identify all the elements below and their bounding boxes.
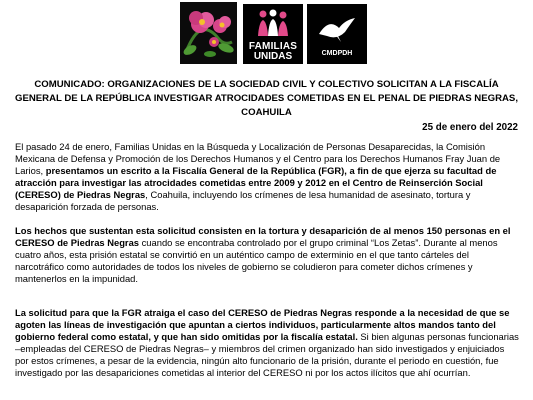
paragraph-text: , Coahuila, incluyendo los crímenes de lesa humanidad de asesinato, tortura y desaparición forzada de personas. bbox=[15, 189, 471, 213]
paragraph-text: cuando se encontraba controlado por el grupo criminal “Los Zetas”. Durante al menos cuatro años, esta prisión estatal se convirtió en un auténtico campo de exterminio en el que tanto cárteles del narcotráfico como autoridades de todos los niveles de gobierno se coludieron para cometer dichos crímenes y mantenerlos en la impunidad. bbox=[15, 237, 498, 285]
logo-text-line1: FAMILIAS bbox=[248, 41, 298, 52]
bird-icon bbox=[317, 14, 357, 44]
logo-text-line2: UNIDAS bbox=[253, 51, 293, 62]
logo-text: CMDPDH bbox=[321, 50, 353, 57]
document-date: 25 de enero del 2022 bbox=[422, 122, 518, 133]
logo-bar bbox=[0, 0, 533, 66]
page-title: COMUNICADO: ORGANIZACIONES DE LA SOCIEDAD CIVIL Y COLECTIVO SOLICITAN A LA FISCALÍA GENERAL DE LA REPÚBLICA INVESTIGAR ATROCIDADES COMETIDAS EN EL PENAL DE PIEDRAS NEGRAS, COAHUILA bbox=[14, 79, 518, 118]
paragraph-text-bold: La solicitud para que la FGR atraiga el caso del CERESO de Piedras Negras responde a la necesidad de que se agoten las líneas de investigación que apuntan a ciertos individuos, particularmente altos mandos tanto del gobierno federal como estatal, y que han sido omitidas por la fiscalía estatal. bbox=[15, 307, 510, 343]
paragraph-2 bbox=[15, 225, 520, 285]
paragraph-text: Si bien algunas personas funcionarias –empleadas del CERESO de Piedras Negras– y miembros del crimen organizado han sido investigados y enjuiciados por estos crímenes, a pesar de la evidencia, ningún alto funcionario de la prisión, durante el periodo en cuestión, fue investigado por las desapariciones cometidas al interior del CERESO ni por los actos ilícitos que ahí ocurrían. bbox=[15, 331, 519, 379]
flower-icon bbox=[180, 2, 237, 64]
cmdpdh-logo bbox=[307, 4, 367, 64]
paragraph-text-bold: presentamos un escrito a la Fiscalía General de la República (FGR), a fin de que ejerza su facultad de atracción para investigar las atrocidades cometidas entre 2009 y 2012 en el Centro de Reinserción Social (CERESO) de Piedras Negras bbox=[15, 165, 497, 201]
family-figures-icon bbox=[255, 8, 291, 38]
familias-unidas-logo bbox=[243, 4, 303, 64]
paragraph-3 bbox=[15, 307, 520, 380]
paragraph-1 bbox=[15, 141, 520, 214]
paragraph-text: El pasado 24 de enero, Familias Unidas en la Búsqueda y Localización de Personas Desaparecidas, la Comisión Mexicana de Defensa y Promoción de los Derechos Humanos y el Centro para los Derechos Humanos Fray Juan de Larios, bbox=[15, 141, 501, 177]
flower-logo bbox=[180, 2, 237, 64]
paragraph-text-bold: Los hechos que sustentan esta solicitud consisten en la tortura y desaparición de al menos 150 personas en el CERESO de Piedras Negras bbox=[15, 225, 511, 249]
